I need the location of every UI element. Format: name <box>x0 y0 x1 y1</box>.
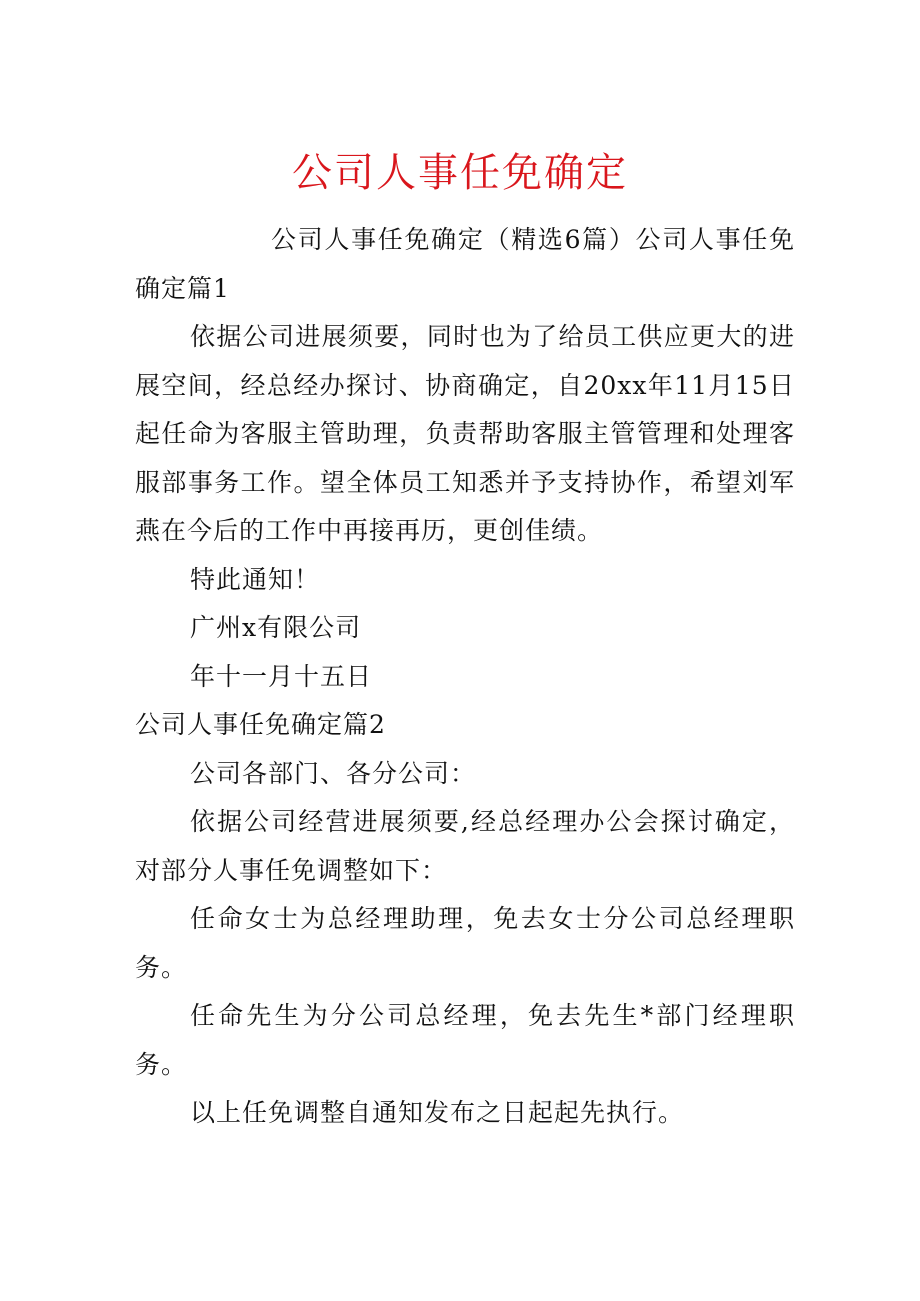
notice-1-closing: 特此通知！ <box>190 564 321 594</box>
notice-2-effective: 以上任免调整自通知发布之日起起先执行。 <box>190 1098 685 1127</box>
notice-2-intro-paragraph: 依据公司经营进展须要,经总经理办公会探讨确定，对部分人事任免调整如下： <box>135 807 795 885</box>
notice-1-company: 广州x有限公司 <box>190 613 362 642</box>
section-2-heading: 公司人事任免确定篇2 <box>135 710 386 739</box>
notice-2-addressee: 公司各部门、各分公司： <box>190 758 477 788</box>
intro-heading-paragraph: 公司人事任免确定（精选6篇）公司人事任免确定篇1 <box>135 225 795 303</box>
notice-2-item-1: 任命女士为总经理助理，免去女士分公司总经理职务。 <box>135 904 795 982</box>
notice-1-date: 年十一月十五日 <box>190 661 373 691</box>
document-body <box>135 216 795 1138</box>
notice-2-item-2: 任命先生为分公司总经理，免去先生*部门经理职务。 <box>135 1001 795 1079</box>
document-title: 公司人事任免确定 <box>292 150 628 196</box>
notice-1-body-paragraph: 依据公司进展须要，同时也为了给员工供应更大的进展空间，经总经办探讨、协商确定，自20xx年11月15日起任命为客服主管助理，负责帮助客服主管管理和处理客服部事务工作。望全体员工知悉并予支持协作，希望刘军燕在今后的工作中再接再历，更创佳绩。 <box>135 322 795 545</box>
